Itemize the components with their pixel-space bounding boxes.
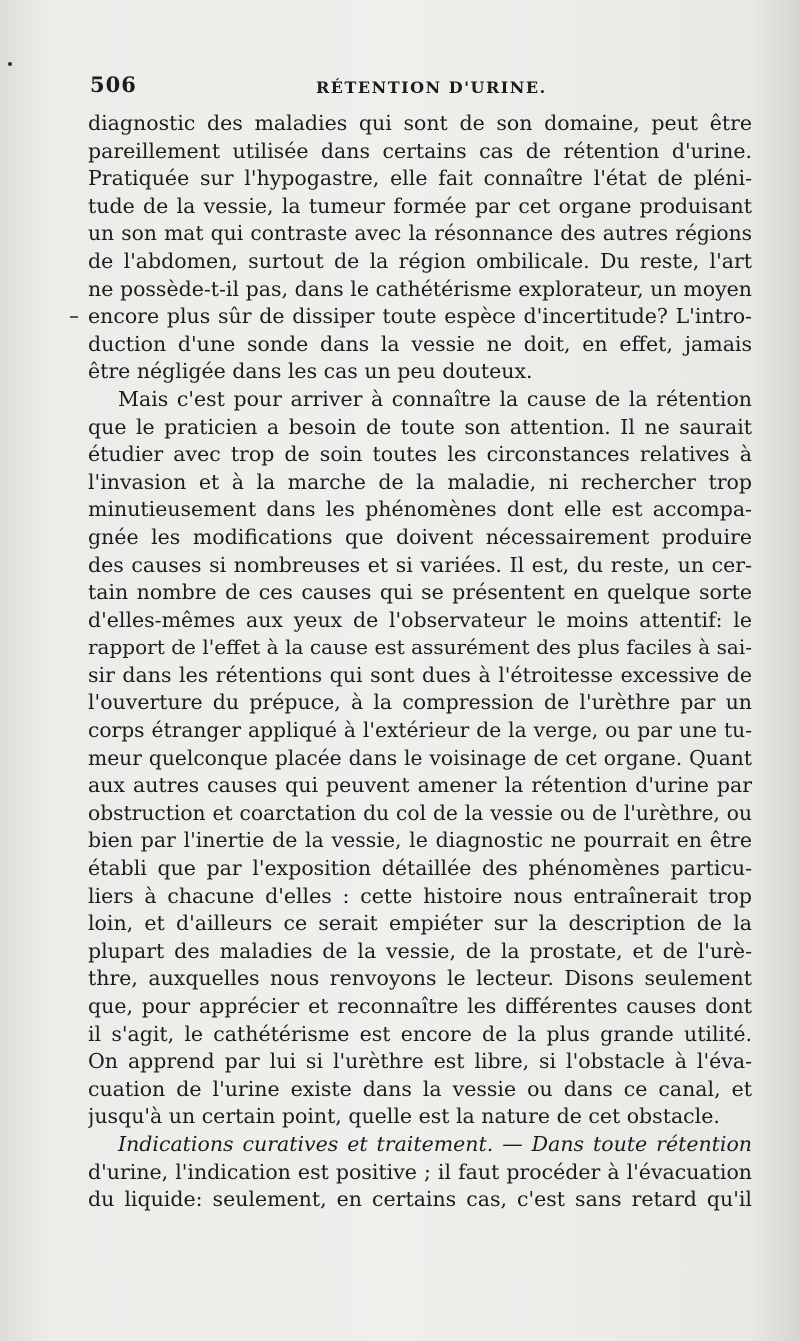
text-line: de l'abdomen, surtout de la région ombilicale. Du reste, l'art xyxy=(88,248,752,273)
text-line: duction d'une sonde dans la vessie ne doit, en effet, jamais xyxy=(88,331,752,356)
margin-tick xyxy=(70,316,78,318)
text-line: ne possède-t-il pas, dans le cathétérisme explorateur, un moyen xyxy=(88,276,752,301)
text-line: des causes si nombreuses et si variées. Il est, du reste, un cer- xyxy=(88,552,752,577)
text-line: minutieusement dans les phénomènes dont elle est accompa- xyxy=(88,497,752,522)
text-line: établi que par l'exposition détaillée des phénomènes particu- xyxy=(88,856,752,881)
text-line: tude de la vessie, la tumeur formée par cet organe produisant xyxy=(88,193,752,218)
text-line: un son mat qui contraste avec la résonnance des autres régions xyxy=(88,221,752,246)
text-line: cuation de l'urine existe dans la vessie ou dans ce canal, et xyxy=(88,1076,752,1101)
text-line: rapport de l'effet à la cause est assurément des plus faciles à sai- xyxy=(88,635,752,660)
text-line: loin, et d'ailleurs ce serait empiéter sur la description de la xyxy=(88,911,752,936)
text-line: liers à chacune d'elles : cette histoire nous entraînerait trop xyxy=(88,883,752,908)
text-line: aux autres causes qui peuvent amener la rétention d'urine par xyxy=(88,773,752,798)
text-line: pareillement utilisée dans certains cas de rétention d'urine. xyxy=(88,138,752,163)
text-line: il s'agit, le cathétérisme est encore de la plus grande utilité. xyxy=(88,1021,752,1046)
running-title: RÉTENTION D'URINE. xyxy=(316,78,547,97)
text-line: que, pour apprécier et reconnaître les différentes causes dont xyxy=(88,994,752,1018)
page-number: 506 xyxy=(90,72,137,97)
text-line: l'invasion et à la marche de la maladie, ni rechercher trop xyxy=(88,469,752,494)
text-line: obstruction et coarctation du col de la vessie ou de l'urèthre, ou xyxy=(88,800,752,825)
text-line: sir dans les rétentions qui sont dues à l'étroitesse excessive de xyxy=(88,662,752,687)
page-header xyxy=(90,70,750,110)
text-line: étudier avec trop de soin toutes les circonstances relatives à xyxy=(88,442,752,467)
text-line: tain nombre de ces causes qui se présentent en quelque sorte xyxy=(88,580,752,605)
body-text xyxy=(88,110,752,1214)
text-line: Pratiquée sur l'hypogastre, elle fait connaître l'état de pléni- xyxy=(88,166,752,191)
text-line: On apprend par lui si l'urèthre est libre, si l'obstacle à l'éva- xyxy=(88,1049,752,1074)
text-line: l'ouverture du prépuce, à la compression de l'urèthre par un xyxy=(88,690,752,715)
text-line: diagnostic des maladies qui sont de son domaine, peut être xyxy=(88,111,752,135)
text-line: bien par l'inertie de la vessie, le diagnostic ne pourrait en être xyxy=(88,828,752,853)
text-line: thre, auxquelles nous renvoyons le lecteur. Disons seulement xyxy=(88,966,752,991)
text-line: meur quelconque placée dans le voisinage de cet organe. Quant xyxy=(88,745,752,770)
text-line: d'urine, l'indication est positive ; il faut procéder à l'évacuation xyxy=(88,1159,752,1184)
text-line: corps étranger appliqué à l'extérieur de la verge, ou par une tu- xyxy=(88,718,752,743)
text-line: que le praticien a besoin de toute son attention. Il ne saurait xyxy=(88,414,752,439)
text-line: du liquide: seulement, en certains cas, c'est sans retard qu'il xyxy=(88,1187,752,1212)
text-line-italic-heading: Indications curatives et traitement. — Dans toute rétention xyxy=(118,1131,752,1156)
text-line: d'elles-mêmes aux yeux de l'observateur le moins attentif: le xyxy=(88,607,752,632)
text-line: gnée les modifications que doivent nécessairement produire xyxy=(88,524,752,549)
text-line: Mais c'est pour arriver à connaître la cause de la rétention xyxy=(118,386,752,411)
margin-mark xyxy=(8,62,12,66)
text-line: plupart des maladies de la vessie, de la prostate, et de l'urè- xyxy=(88,938,752,963)
text-line: être négligée dans les cas un peu douteux. xyxy=(88,359,533,384)
text-line: encore plus sûr de dissiper toute espèce d'incertitude? L'intro- xyxy=(88,304,752,329)
text-line: jusqu'à un certain point, quelle est la nature de cet obstacle. xyxy=(88,1104,720,1129)
